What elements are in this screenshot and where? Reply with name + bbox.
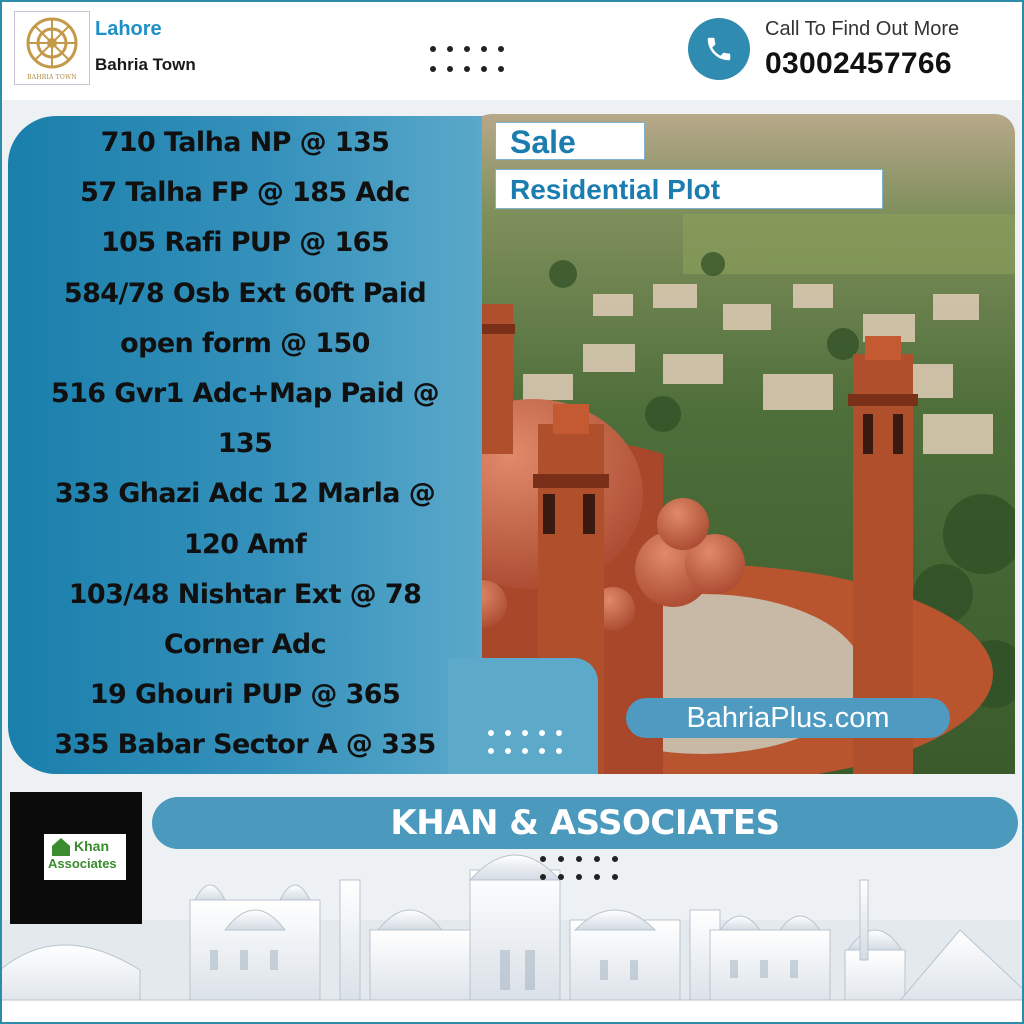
hero-section bbox=[8, 98, 1020, 788]
house-icon bbox=[50, 836, 72, 858]
agency-name-bar: KHAN & ASSOCIATES bbox=[152, 797, 1018, 849]
listing-line: 710 Talha NP @ 135 bbox=[100, 127, 390, 158]
listing-line: 333 Ghazi Adc 12 Marla @ bbox=[54, 478, 436, 510]
listing-line: Corner Adc bbox=[163, 629, 327, 661]
agency-logo bbox=[10, 792, 142, 924]
phone-number[interactable]: 03002457766 bbox=[765, 47, 952, 80]
listing-line: 516 Gvr1 Adc+Map Paid @ bbox=[50, 378, 440, 410]
listing-line: 335 Babar Sector A @ 335 bbox=[54, 729, 436, 761]
call-label: Call To Find Out More bbox=[765, 18, 960, 40]
logo-caption: BAHRIA TOWN bbox=[27, 74, 77, 81]
purpose-tag: Sale bbox=[495, 122, 645, 160]
phone-icon bbox=[704, 34, 734, 64]
listing-line: 57 Talha FP @ 185 Adc bbox=[80, 177, 410, 209]
logo-emblem-icon bbox=[25, 16, 79, 70]
listing-line: 19 Ghouri PUP @ 365 bbox=[89, 679, 401, 711]
call-button[interactable] bbox=[688, 18, 750, 80]
listing-line: 103/48 Nishtar Ext @ 78 bbox=[68, 578, 422, 610]
agency-logo-card bbox=[44, 834, 126, 880]
agency-logo-line2: Associates bbox=[48, 856, 117, 871]
listing-line: 135 bbox=[217, 428, 273, 460]
city-label: Lahore bbox=[95, 18, 162, 40]
bahria-town-logo bbox=[14, 11, 90, 85]
header bbox=[0, 0, 1024, 100]
lahore-skyline-illustration bbox=[0, 840, 1024, 1024]
listing-line: 105 Rafi PUP @ 165 bbox=[100, 227, 390, 259]
agency-logo-line1: Khan bbox=[74, 838, 109, 854]
listing-line: 120 Amf bbox=[183, 528, 307, 560]
listing-line: 584/78 Osb Ext 60ft Paid bbox=[63, 277, 427, 309]
property-type-tag: Residential Plot bbox=[495, 169, 883, 209]
decorative-dots bbox=[430, 46, 515, 72]
decorative-dots bbox=[488, 730, 573, 754]
website-link[interactable]: BahriaPlus.com bbox=[626, 698, 950, 738]
area-label: Bahria Town bbox=[95, 55, 196, 74]
listings-list bbox=[8, 118, 482, 771]
decorative-dots bbox=[540, 856, 630, 880]
listing-line: open form @ 150 bbox=[120, 327, 370, 359]
